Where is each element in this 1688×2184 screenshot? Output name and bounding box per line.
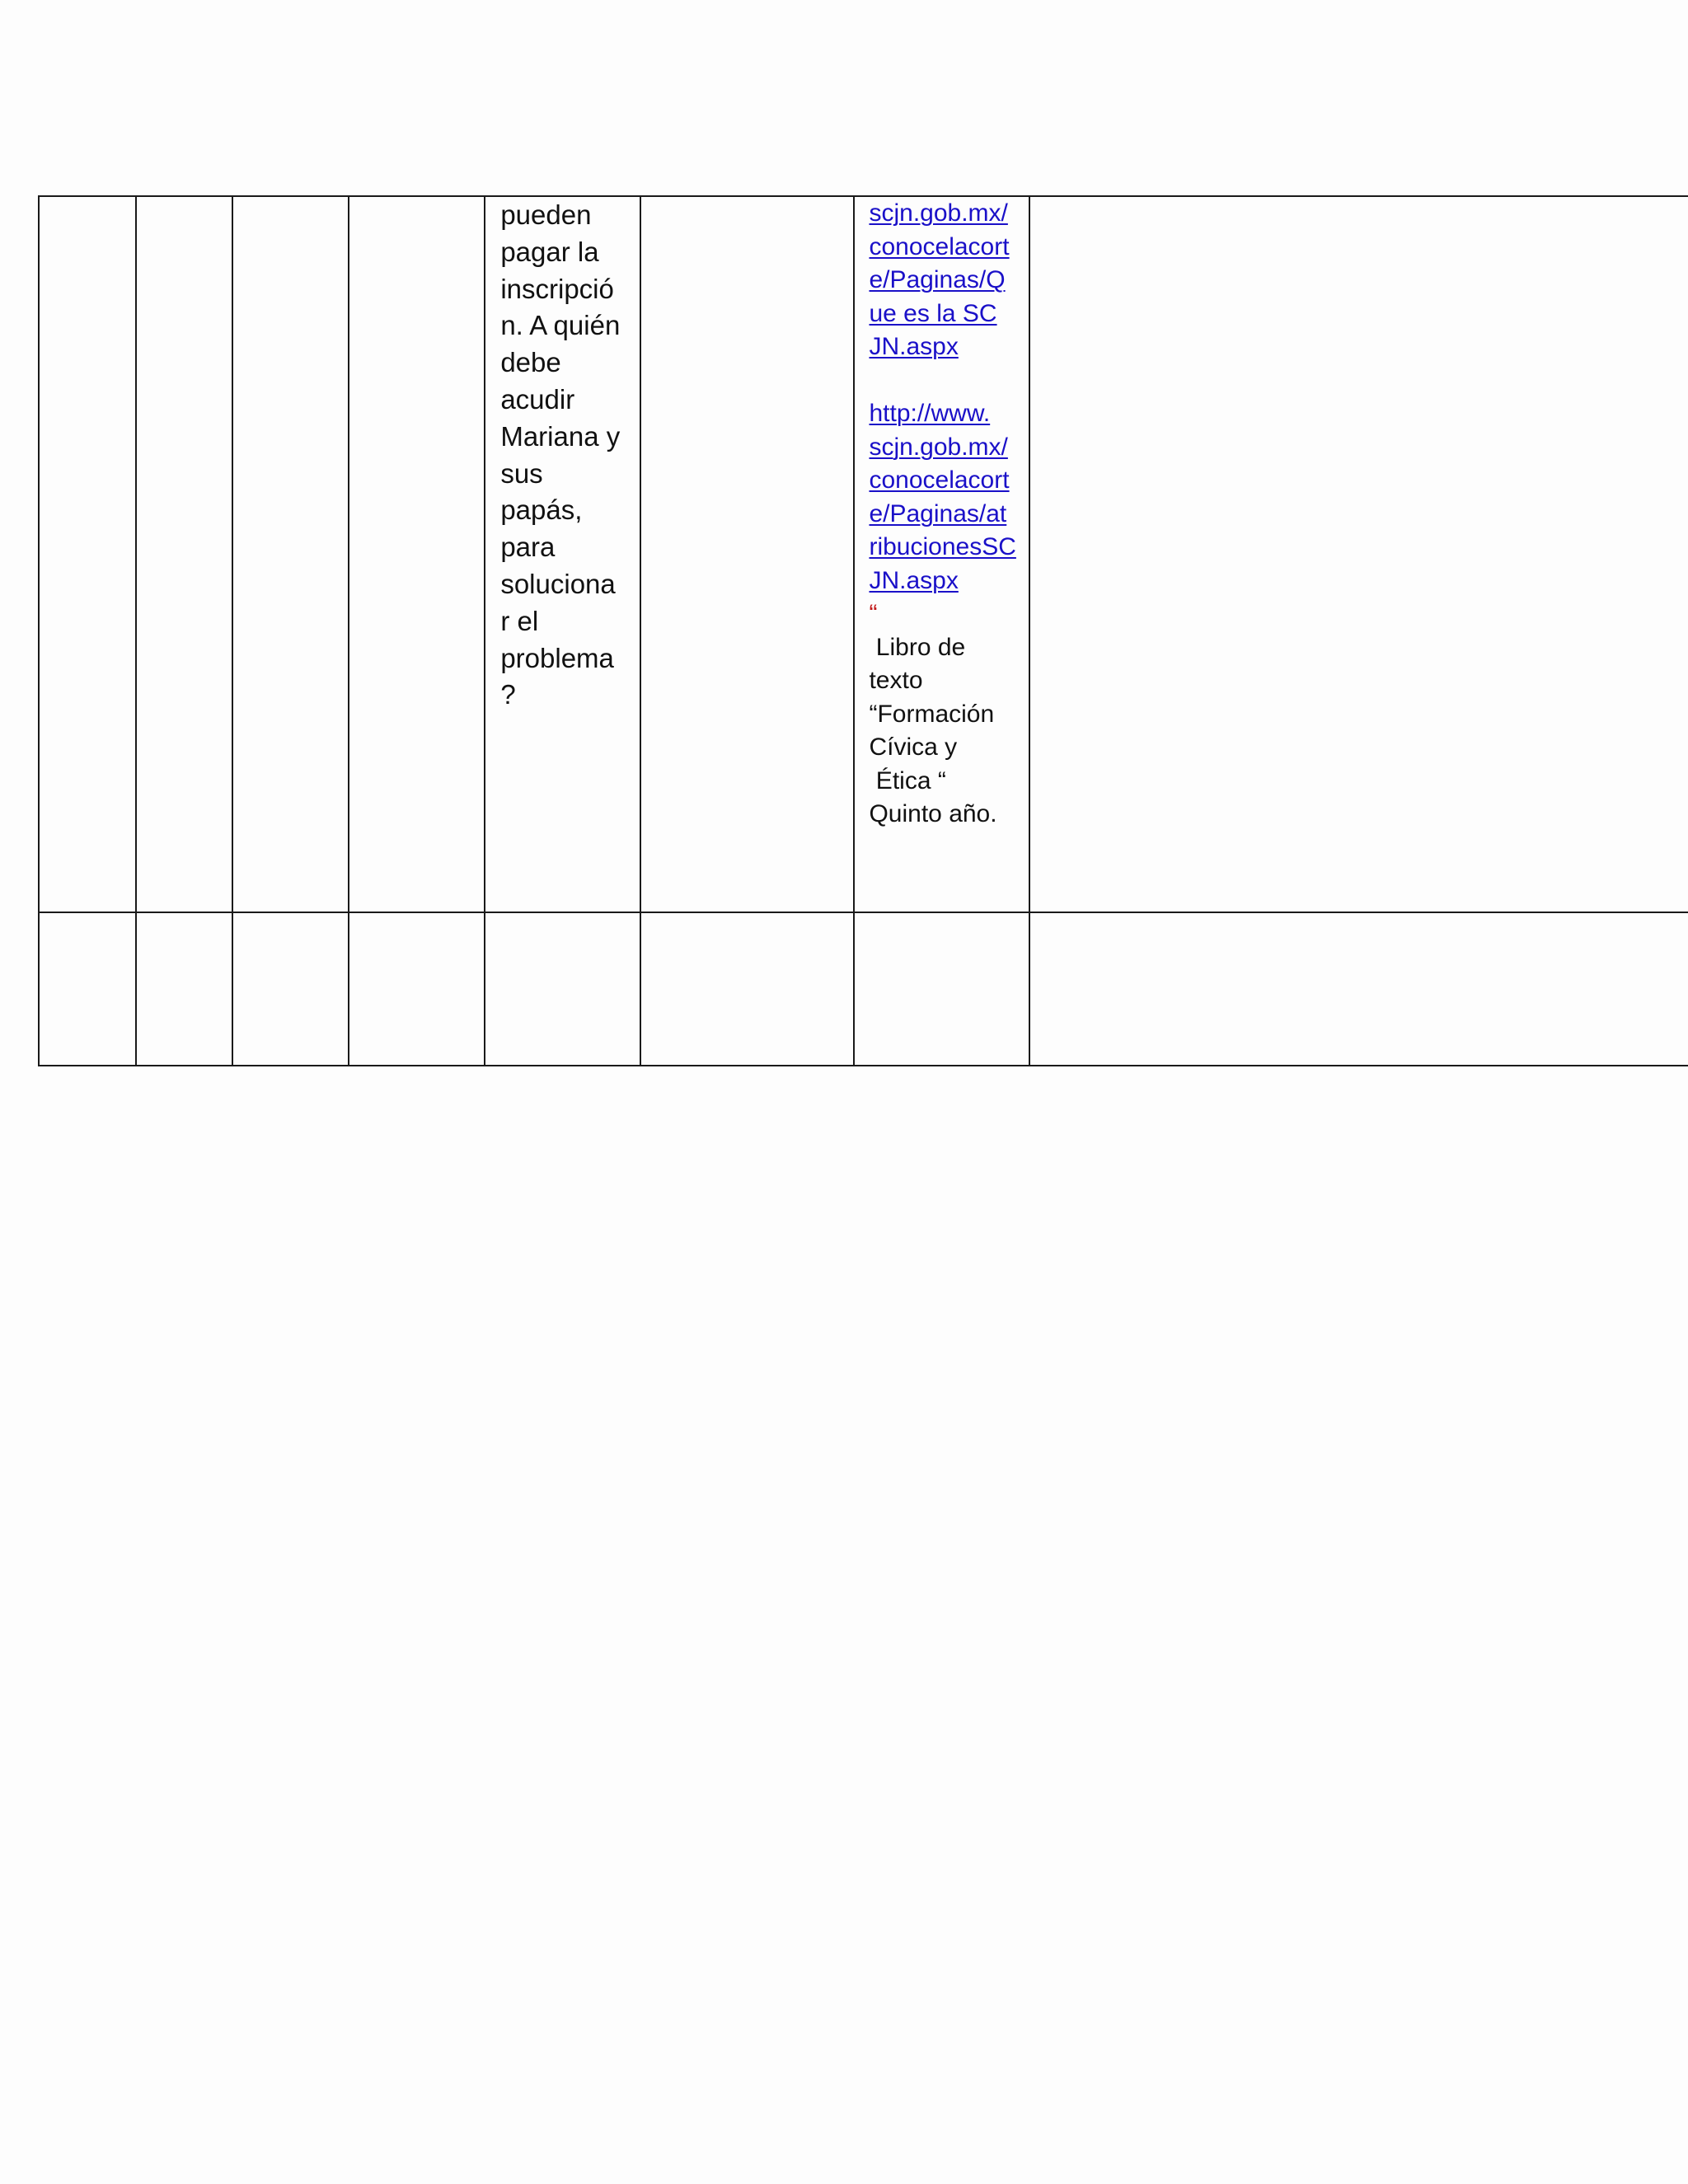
resources-cell [854, 196, 1029, 912]
table-cell [640, 912, 854, 1066]
red-quote-mark: “ [869, 600, 878, 627]
table-cell [1029, 912, 1688, 1066]
scjn-que-es-link[interactable]: scjn.gob.mx/ conocelacort e/Paginas/Q ue es la SC JN.aspx [869, 199, 1010, 360]
table-row [39, 912, 1688, 1066]
table-cell [349, 912, 485, 1066]
textbook-reference: Libro de texto “Formación Cívica y Ética “ Quinto año. [869, 633, 997, 827]
spacer [869, 364, 1024, 398]
table-cell [39, 196, 136, 912]
table-cell [349, 196, 485, 912]
table-row [39, 196, 1688, 912]
resources-block [855, 197, 1029, 832]
table-cell [136, 912, 232, 1066]
table-cell [136, 196, 232, 912]
question-text: pueden pagar la inscripció n. A quién debe acudir Mariana y sus papás, para soluciona r el problema ? [500, 199, 621, 710]
table-cell [485, 912, 640, 1066]
question-cell [485, 196, 640, 912]
table-cell [854, 912, 1029, 1066]
scjn-atribuciones-link[interactable]: http://www. scjn.gob.mx/ conocelacort e/Paginas/at ribucionesSC JN.aspx [869, 400, 1016, 594]
table-cell [232, 196, 349, 912]
lesson-table [38, 195, 1688, 1066]
table-cell [640, 196, 854, 912]
table-cell [232, 912, 349, 1066]
table-cell [39, 912, 136, 1066]
table-cell [1029, 196, 1688, 912]
